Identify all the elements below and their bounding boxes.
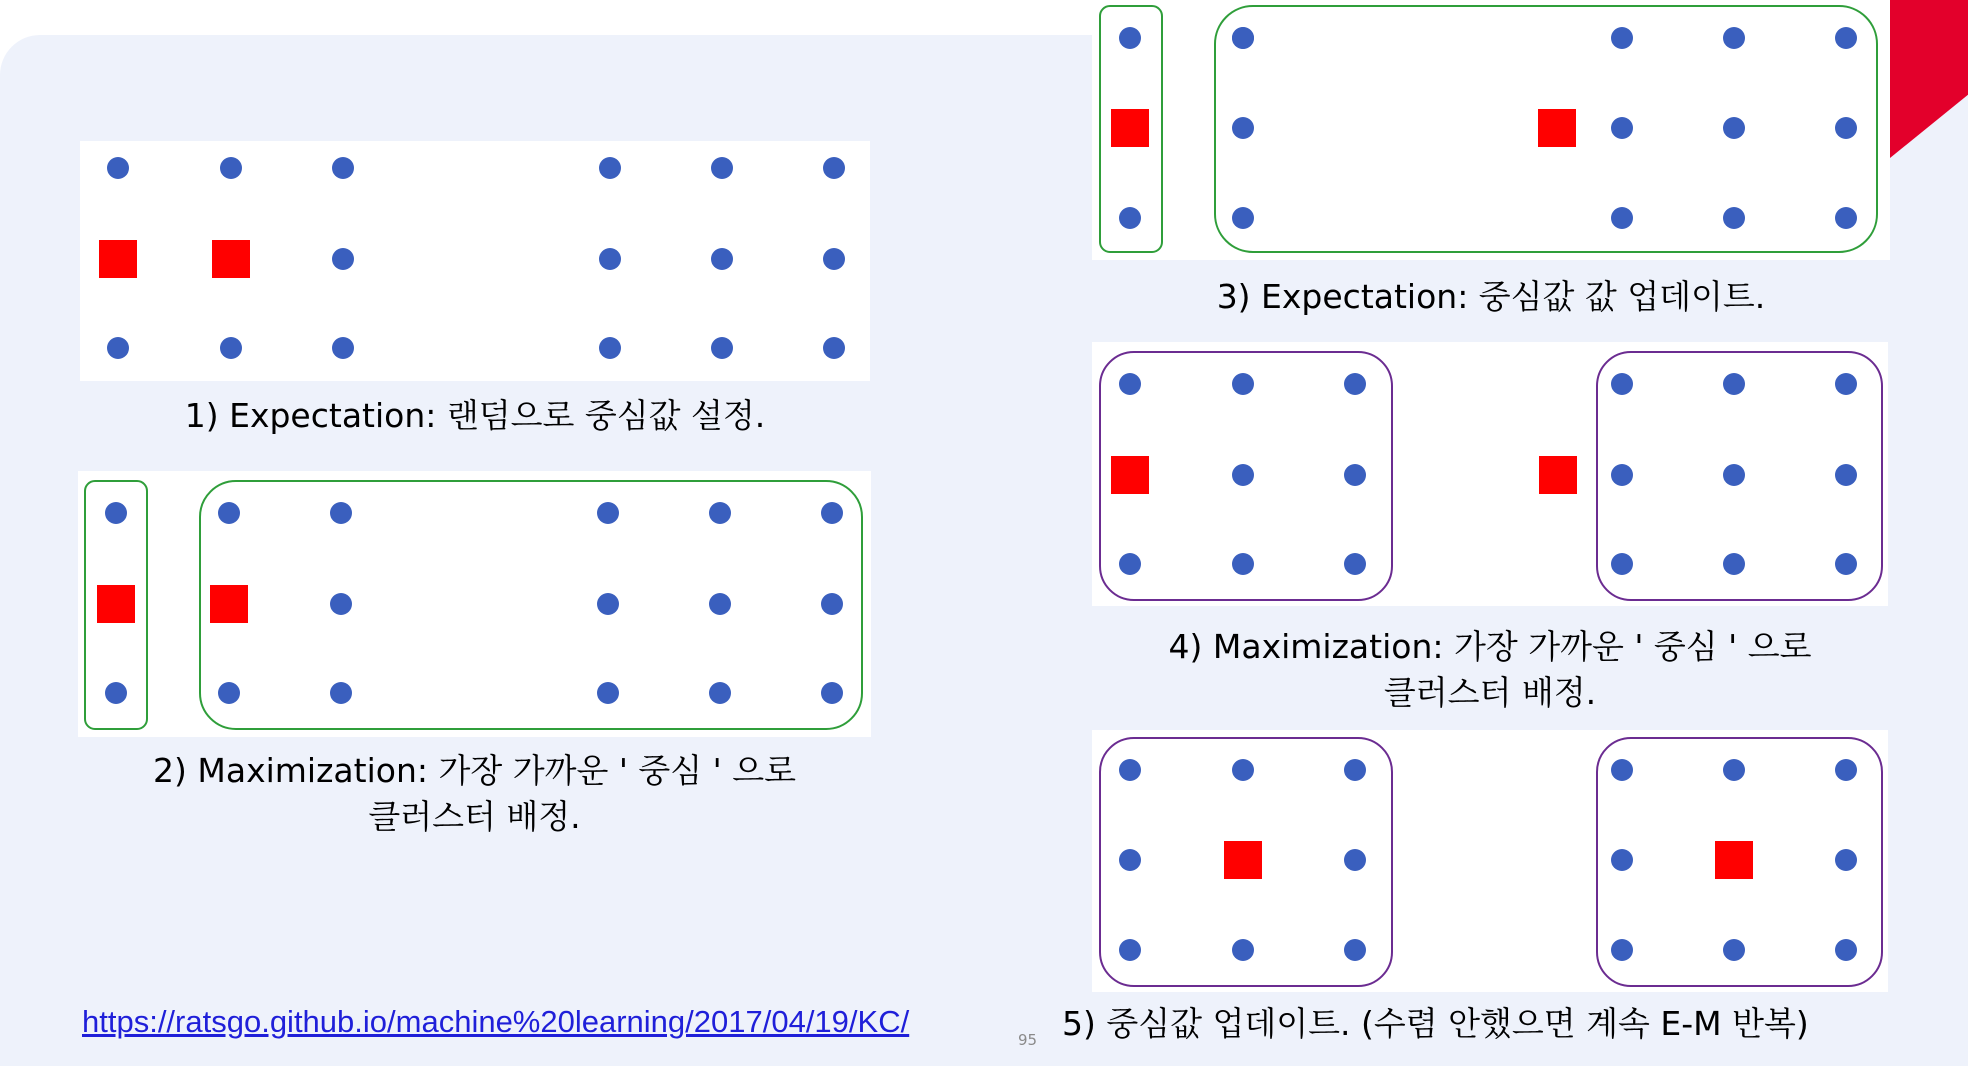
data-point <box>709 593 731 615</box>
data-point <box>599 248 621 270</box>
source-link[interactable]: https://ratsgo.github.io/machine%20learning/2017/04/19/KC/ <box>82 1004 910 1039</box>
data-point <box>1611 849 1633 871</box>
data-point <box>1835 117 1857 139</box>
data-point <box>1232 27 1254 49</box>
data-point <box>218 502 240 524</box>
data-point <box>597 593 619 615</box>
data-point <box>1835 939 1857 961</box>
step-3-diagram <box>1092 0 1890 260</box>
data-point <box>1119 373 1141 395</box>
step-3-caption <box>1092 274 1890 320</box>
data-point <box>1723 117 1745 139</box>
data-point <box>1344 939 1366 961</box>
data-point <box>330 502 352 524</box>
data-point <box>1232 207 1254 229</box>
data-point <box>1611 207 1633 229</box>
data-point <box>107 157 129 179</box>
data-point <box>105 502 127 524</box>
data-point <box>709 682 731 704</box>
data-point <box>1119 759 1141 781</box>
data-point <box>1723 759 1745 781</box>
data-point <box>332 337 354 359</box>
data-point <box>1119 939 1141 961</box>
centroid-marker <box>1538 109 1576 147</box>
data-point <box>1835 849 1857 871</box>
cluster-outline <box>200 481 862 729</box>
data-point <box>1119 553 1141 575</box>
data-point <box>821 502 843 524</box>
data-point <box>709 502 731 524</box>
data-point <box>823 248 845 270</box>
data-point <box>1611 373 1633 395</box>
step-2-diagram <box>78 471 871 737</box>
data-point <box>1723 207 1745 229</box>
centroid-marker <box>97 585 135 623</box>
data-point <box>1344 373 1366 395</box>
data-point <box>1232 553 1254 575</box>
step-4-svg <box>1092 342 1888 606</box>
data-point <box>823 337 845 359</box>
centroid-marker <box>1539 456 1577 494</box>
data-point <box>823 157 845 179</box>
data-point <box>1232 759 1254 781</box>
data-point <box>1232 939 1254 961</box>
data-point <box>330 593 352 615</box>
data-point <box>1835 759 1857 781</box>
data-point <box>220 157 242 179</box>
centroid-marker <box>1111 109 1149 147</box>
step-5-caption <box>1062 1001 1942 1047</box>
step-2-svg <box>78 471 871 737</box>
data-point <box>711 157 733 179</box>
data-point <box>1232 464 1254 486</box>
data-point <box>597 502 619 524</box>
step-1-diagram <box>80 141 870 381</box>
step-1-svg <box>80 141 870 381</box>
data-point <box>1835 27 1857 49</box>
data-point <box>332 248 354 270</box>
step-2-caption-line-2: 클러스터 배정. <box>368 797 581 836</box>
step-4-caption-line-1: 4) Maximization: 가장 가까운 ' 중심 ' 으로 <box>1168 627 1812 666</box>
data-point <box>1611 553 1633 575</box>
data-point <box>220 337 242 359</box>
data-point <box>599 337 621 359</box>
data-point <box>1723 939 1745 961</box>
step-5-diagram <box>1092 730 1888 992</box>
data-point <box>1723 27 1745 49</box>
data-point <box>1344 553 1366 575</box>
step-3-caption-line: 3) Expectation: 중심값 값 업데이트. <box>1216 277 1766 316</box>
step-2-caption-line-1: 2) Maximization: 가장 가까운 ' 중심 ' 으로 <box>153 751 796 790</box>
centroid-marker <box>1715 841 1753 879</box>
data-point <box>218 682 240 704</box>
data-point <box>332 157 354 179</box>
data-point <box>1611 464 1633 486</box>
centroid-marker <box>1224 841 1262 879</box>
data-point <box>1119 849 1141 871</box>
centroid-marker <box>1111 456 1149 494</box>
step-2-caption <box>78 748 871 840</box>
step-5-caption-line: 5) 중심값 업데이트. (수렴 안했으면 계속 E-M 반복) <box>1062 1004 1809 1043</box>
step-5-svg <box>1092 730 1888 992</box>
data-point <box>1835 553 1857 575</box>
step-3-svg <box>1092 0 1890 260</box>
data-point <box>1723 464 1745 486</box>
step-1-caption-line: 1) Expectation: 랜덤으로 중심값 설정. <box>184 396 766 435</box>
data-point <box>1723 553 1745 575</box>
data-point <box>1611 117 1633 139</box>
data-point <box>711 248 733 270</box>
step-4-caption-line-2: 클러스터 배정. <box>1383 673 1597 712</box>
page-number: 95 <box>1018 1031 1038 1049</box>
data-point <box>821 593 843 615</box>
data-point <box>107 337 129 359</box>
data-point <box>1835 207 1857 229</box>
data-point <box>1232 117 1254 139</box>
data-point <box>1344 464 1366 486</box>
step-4-caption <box>1092 624 1888 716</box>
data-point <box>1119 207 1141 229</box>
data-point <box>1835 464 1857 486</box>
data-point <box>597 682 619 704</box>
data-point <box>711 337 733 359</box>
data-point <box>1119 27 1141 49</box>
data-point <box>1232 373 1254 395</box>
step-4-diagram <box>1092 342 1888 606</box>
centroid-marker <box>212 240 250 278</box>
data-point <box>1723 373 1745 395</box>
centroid-marker <box>210 585 248 623</box>
data-point <box>821 682 843 704</box>
data-point <box>1611 939 1633 961</box>
data-point <box>1611 27 1633 49</box>
step-1-caption <box>80 393 870 439</box>
data-point <box>1344 849 1366 871</box>
centroid-marker <box>99 240 137 278</box>
data-point <box>599 157 621 179</box>
data-point <box>1344 759 1366 781</box>
data-point <box>105 682 127 704</box>
data-point <box>1611 759 1633 781</box>
data-point <box>1835 373 1857 395</box>
data-point <box>330 682 352 704</box>
